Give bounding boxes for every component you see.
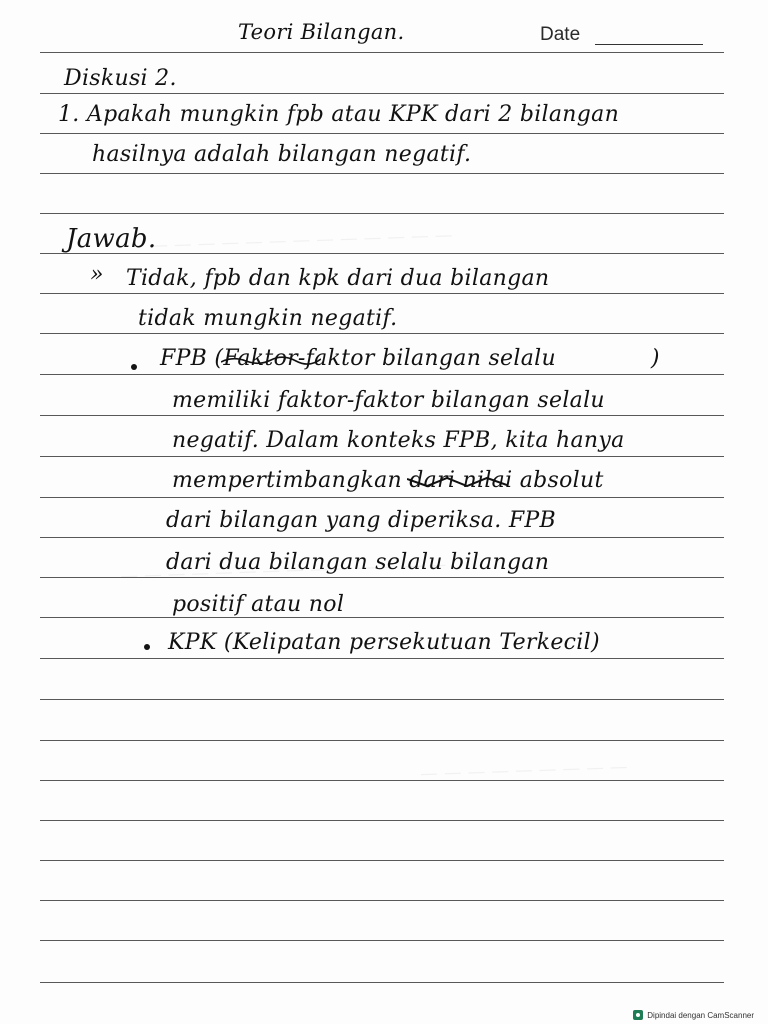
struck-words: Faktor-faktor bilangan selalu	[223, 346, 556, 371]
fpb-line-start: mempertimbangkan	[172, 468, 402, 493]
date-field-line	[595, 44, 703, 45]
fpb-line: negatif. Dalam konteks FPB, kita hanya	[172, 428, 625, 453]
answer-heading: Jawab.	[66, 224, 157, 254]
ruled-line	[40, 52, 724, 53]
kpk-line: KPK (Kelipatan persekutuan Terkecil)	[168, 630, 600, 655]
ruled-line	[40, 658, 724, 659]
ruled-line	[40, 860, 724, 861]
camscanner-icon	[633, 1010, 643, 1020]
fpb-line-start: FPB (	[160, 346, 224, 371]
ruled-line	[40, 415, 724, 416]
section-heading: Diskusi 2.	[64, 66, 177, 91]
fpb-line	[172, 468, 604, 493]
bullet-dot-icon	[131, 364, 137, 370]
ruled-line	[40, 699, 724, 700]
ruled-line	[40, 133, 724, 134]
ruled-line	[40, 333, 724, 334]
bullet-dot-icon	[144, 644, 150, 650]
fpb-line: dari dua bilangan selalu bilangan	[166, 550, 550, 575]
ruled-line	[40, 537, 724, 538]
struck-words: dari	[409, 468, 456, 493]
question-line: 1. Apakah mungkin fpb atau KPK dari 2 bilangan	[58, 102, 620, 127]
answer-line: tidak mungkin negatif.	[138, 306, 398, 331]
struck-out-text	[409, 468, 455, 493]
ruled-line	[40, 497, 724, 498]
ruled-line	[40, 93, 724, 94]
fpb-line-end: nilai absolut	[462, 468, 604, 493]
date-label: Date	[540, 24, 581, 45]
ruled-line	[40, 293, 724, 294]
scanner-text: Dipindai dengan CamScanner	[647, 1010, 754, 1020]
ruled-line	[40, 780, 724, 781]
ruled-line	[40, 577, 724, 578]
struck-out-text	[223, 346, 556, 371]
ruled-line	[40, 213, 724, 214]
ruled-line	[40, 617, 724, 618]
fpb-line: positif atau nol	[172, 592, 345, 617]
question-line: hasilnya adalah bilangan negatif.	[92, 142, 472, 167]
answer-line: Tidak, fpb dan kpk dari dua bilangan	[126, 266, 550, 291]
ruled-line	[40, 374, 724, 375]
ruled-line	[40, 173, 724, 174]
fpb-line: dari bilangan yang diperiksa. FPB	[166, 508, 556, 533]
ruled-line	[40, 900, 724, 901]
ruled-line	[40, 740, 724, 741]
fpb-line: memiliki faktor-faktor bilangan selalu	[172, 388, 605, 413]
ruled-line	[40, 456, 724, 457]
fpb-line-end: )	[650, 346, 660, 371]
page-title: Teori Bilangan.	[238, 20, 405, 44]
arrow-marker-icon: »	[90, 262, 104, 287]
ruled-line	[40, 982, 724, 983]
fpb-line	[160, 346, 660, 371]
ruled-line	[40, 940, 724, 941]
ruled-line	[40, 820, 724, 821]
bleed-through-text	[150, 225, 453, 257]
scanner-watermark	[633, 1010, 754, 1020]
